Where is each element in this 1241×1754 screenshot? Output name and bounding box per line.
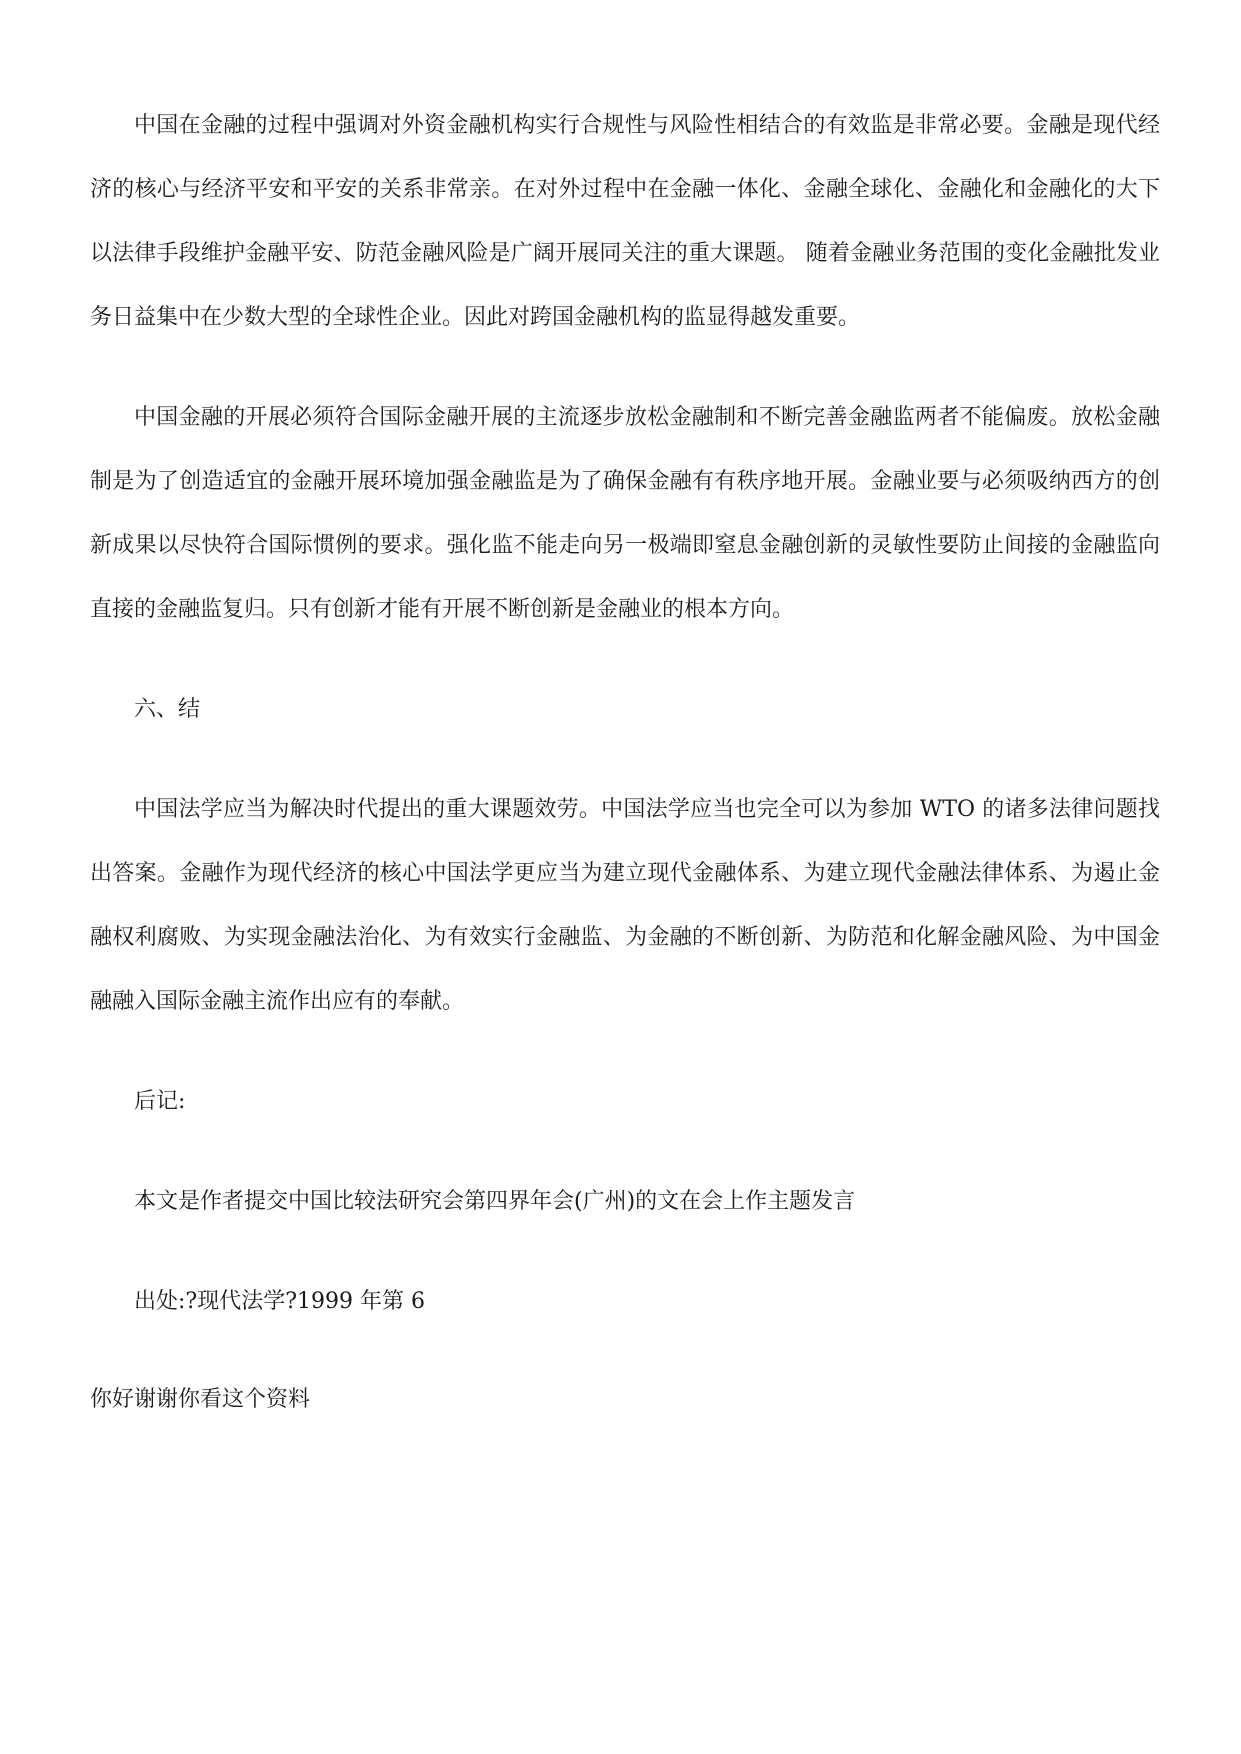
section-heading: 六、结	[134, 697, 201, 722]
closing-note: 你好谢谢你看这个资料	[90, 1387, 311, 1412]
conclusion-paragraph: 中国法学应当为解决时代提出的重大课题效劳。中国法学应当也完全可以为参加 WTO 的诸多法律问题找出答案。金融作为现代经济的核心中国法学更应当为建立现代金融体系、为建立现代金融法律体系、为遏止金融权利腐败、为实现金融法治化、为有效实行金融监、为金融的不断创新、为防范和化解金融风险、为中国金融融入国际金融主流作出应有的奉献。	[90, 797, 1160, 1014]
postscript-text: 本文是作者提交中国比较法研究会第四界年会(广州)的文在会上作主题发言	[134, 1189, 856, 1214]
paragraph-1: 中国在金融的过程中强调对外资金融机构实行合规性与风险性相结合的有效监是非常必要。金融是现代经济的核心与经济平安和平安的关系非常亲。在对外过程中在金融一体化、金融全球化、金融化和金融化的大下以法律手段维护金融平安、防范金融风险是广阔开展同关注的重大课题。 随着金融业务范围的变化金融批发业务日益集中在少数大型的全球性企业。因此对跨国金融机构的监显得越发重要。	[90, 113, 1160, 330]
paragraph-2: 中国金融的开展必须符合国际金融开展的主流逐步放松金融制和不断完善金融监两者不能偏废。放松金融制是为了创造适宜的金融开展环境加强金融监是为了确保金融有有秩序地开展。金融业要与必须吸纳西方的创新成果以尽快符合国际惯例的要求。强化监不能走向另一极端即窒息金融创新的灵敏性要防止间接的金融监向直接的金融监复归。只有创新才能有开展不断创新是金融业的根本方向。	[90, 405, 1160, 622]
postscript-label: 后记:	[134, 1089, 186, 1114]
source-citation: 出处:?现代法学?1999 年第 6	[134, 1289, 425, 1314]
document-body	[90, 94, 1160, 1432]
